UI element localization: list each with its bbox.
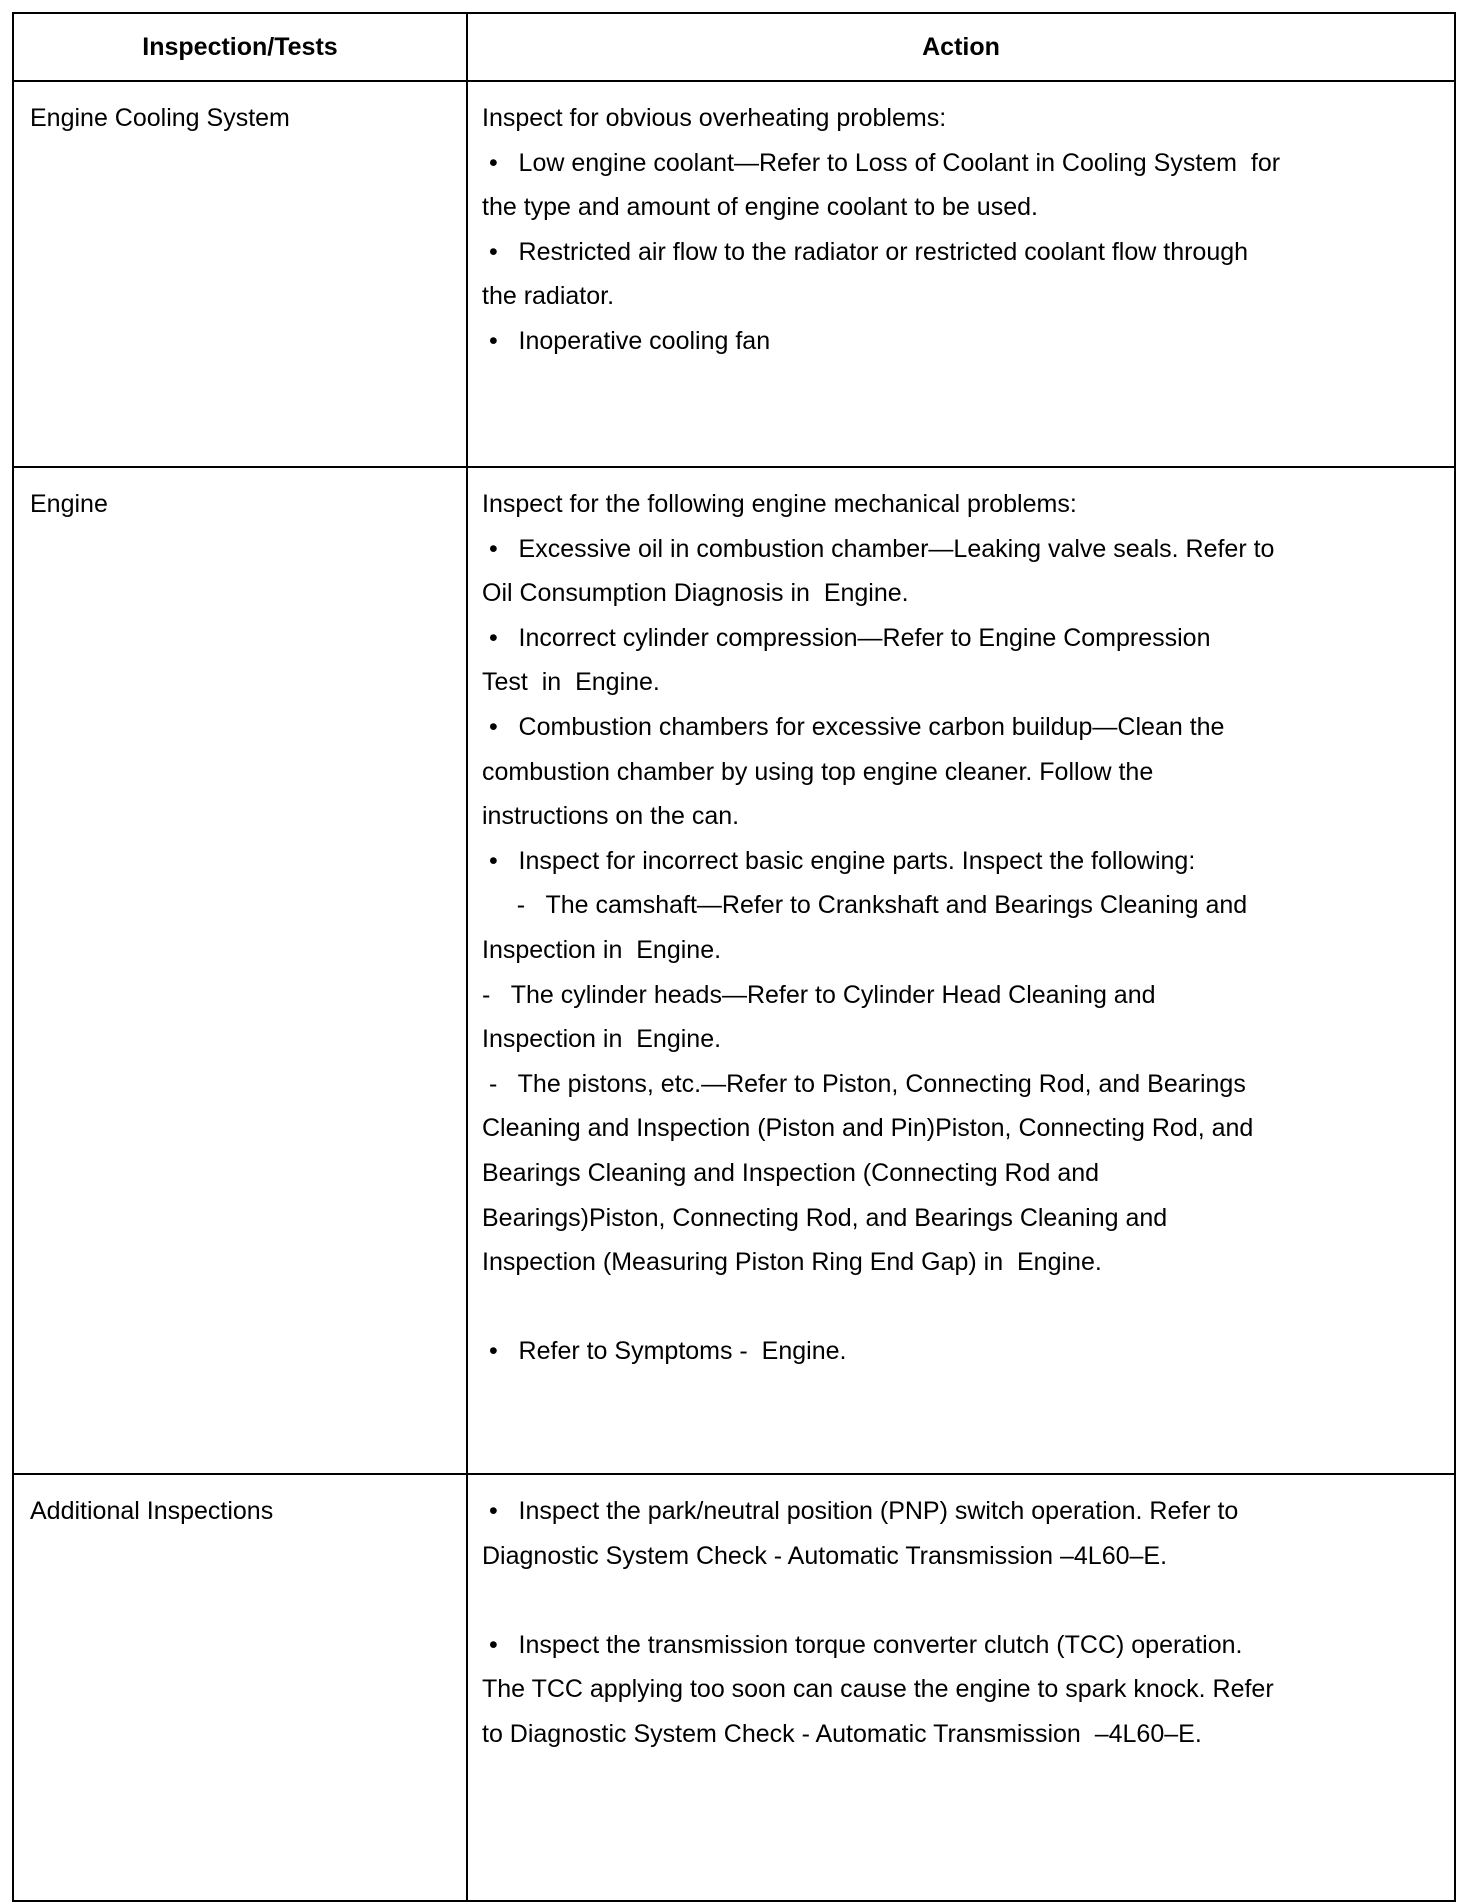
action-line: to Diagnostic System Check - Automatic Transmission –4L60–E. bbox=[482, 1719, 1202, 1748]
action-line: • Combustion chambers for excessive carbon buildup—Clean the bbox=[482, 712, 1225, 741]
action-line: Bearings)Piston, Connecting Rod, and Bearings Cleaning and bbox=[482, 1203, 1168, 1232]
inspection-cell: Engine bbox=[13, 467, 467, 1474]
action-line: instructions on the can. bbox=[482, 802, 740, 831]
action-line: Bearings Cleaning and Inspection (Connecting Rod and bbox=[482, 1158, 1100, 1187]
action-cell bbox=[467, 467, 1455, 1474]
action-line: Cleaning and Inspection (Piston and Pin)Piston, Connecting Rod, and bbox=[482, 1114, 1254, 1143]
action-line: The TCC applying too soon can cause the engine to spark knock. Refer bbox=[482, 1675, 1274, 1704]
action-line: combustion chamber by using top engine cleaner. Follow the bbox=[482, 757, 1154, 786]
table-row bbox=[13, 467, 1455, 1474]
action-line: • Low engine coolant—Refer to Loss of Coolant in Cooling System for bbox=[482, 148, 1281, 177]
action-line: • Refer to Symptoms - Engine. bbox=[482, 1337, 847, 1366]
action-line: • Inspect the transmission torque converter clutch (TCC) operation. bbox=[482, 1630, 1243, 1659]
inspection-table bbox=[12, 12, 1456, 1902]
table-row bbox=[13, 1474, 1455, 1901]
inspection-cell: Additional Inspections bbox=[13, 1474, 467, 1901]
action-line: Inspection in Engine. bbox=[482, 935, 722, 964]
action-line: Inspect for the following engine mechanical problems: bbox=[482, 490, 1077, 518]
action-line: - The camshaft—Refer to Crankshaft and Bearings Cleaning and bbox=[482, 891, 1248, 920]
action-line: Diagnostic System Check - Automatic Transmission –4L60–E. bbox=[482, 1541, 1168, 1570]
header-row bbox=[13, 13, 1455, 81]
action-cell bbox=[467, 81, 1455, 467]
action-line: - The pistons, etc.—Refer to Piston, Connecting Rod, and Bearings bbox=[482, 1069, 1246, 1098]
header-action: Action bbox=[467, 13, 1455, 81]
action-line: Test in Engine. bbox=[482, 668, 660, 697]
action-line: Oil Consumption Diagnosis in Engine. bbox=[482, 579, 909, 608]
action-line: • Restricted air flow to the radiator or restricted coolant flow through bbox=[482, 237, 1249, 266]
action-line: • Inspect the park/neutral position (PNP) switch operation. Refer to bbox=[482, 1497, 1239, 1525]
action-line: - The cylinder heads—Refer to Cylinder Head Cleaning and bbox=[482, 980, 1156, 1009]
action-line: the radiator. bbox=[482, 282, 615, 311]
action-cell bbox=[467, 1474, 1455, 1901]
inspection-cell: Engine Cooling System bbox=[13, 81, 467, 467]
action-line: the type and amount of engine coolant to be used. bbox=[482, 193, 1038, 222]
action-line: • Inspect for incorrect basic engine parts. Inspect the following: bbox=[482, 846, 1196, 875]
action-line: Inspection in Engine. bbox=[482, 1025, 722, 1054]
action-line: Inspect for obvious overheating problems: bbox=[482, 104, 947, 132]
header-inspection-tests: Inspection/Tests bbox=[13, 13, 467, 81]
action-line: Inspection (Measuring Piston Ring End Gap) in Engine. bbox=[482, 1248, 1102, 1277]
action-line bbox=[482, 1578, 1454, 1623]
action-line bbox=[482, 1285, 1454, 1330]
table-row bbox=[13, 81, 1455, 467]
action-line: • Excessive oil in combustion chamber—Leaking valve seals. Refer to bbox=[482, 534, 1275, 563]
action-line: • Inoperative cooling fan bbox=[482, 326, 771, 355]
action-line: • Incorrect cylinder compression—Refer to Engine Compression bbox=[482, 623, 1211, 652]
